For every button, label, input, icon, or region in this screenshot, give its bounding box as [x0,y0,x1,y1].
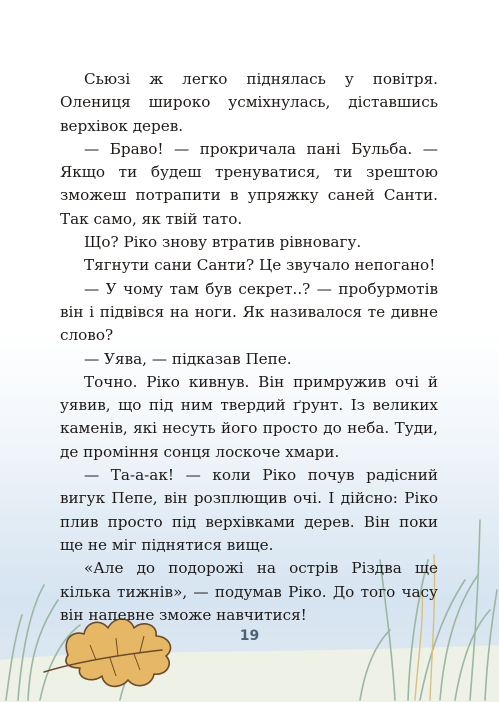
page-number: 19 [239,628,260,644]
paragraph: — Та-а-ак! — коли Ріко почув радісний вигук Пепе, він розплющив очі. І дійсно: Ріко плив просто під верхівками дерев. Він поки ще не міг піднятися вище. [60,466,438,554]
paragraph: — У чому там був секрет..? — пробурмотів він і підвівся на ноги. Як називалося те дивне слово? [60,279,438,345]
story-text [60,68,438,627]
paragraph: — Браво! — прокричала пані Бульба. — Якщо ти будеш тренуватися, ти зрештою зможеш потрапити в упряжку саней Санти. Так само, як твій тато. [60,139,438,228]
paragraph: Тягнути сани Санти? Це звучало непогано! [84,256,436,275]
paragraph: — Уява, — підказав Пепе. [84,349,292,368]
paragraph: «Але до подорожі на острів Різдва ще кілька тижнів», — подумав Ріко. До того часу він напевне зможе навчитися! [60,559,438,624]
paragraph: Сьюзі ж легко піднялась у повітря. Олениця широко усміхнулась, діставшись верхівок дерев. [60,70,438,135]
paragraph: Що? Ріко знову втратив рівновагу. [84,233,362,252]
paragraph: Точно. Ріко кивнув. Він примружив очі й уявив, що під ним твердий ґрунт. Із великих каменів, які несуть його просто до неба. Туди, де проміння сонця лоскоче хмари. [60,372,438,461]
